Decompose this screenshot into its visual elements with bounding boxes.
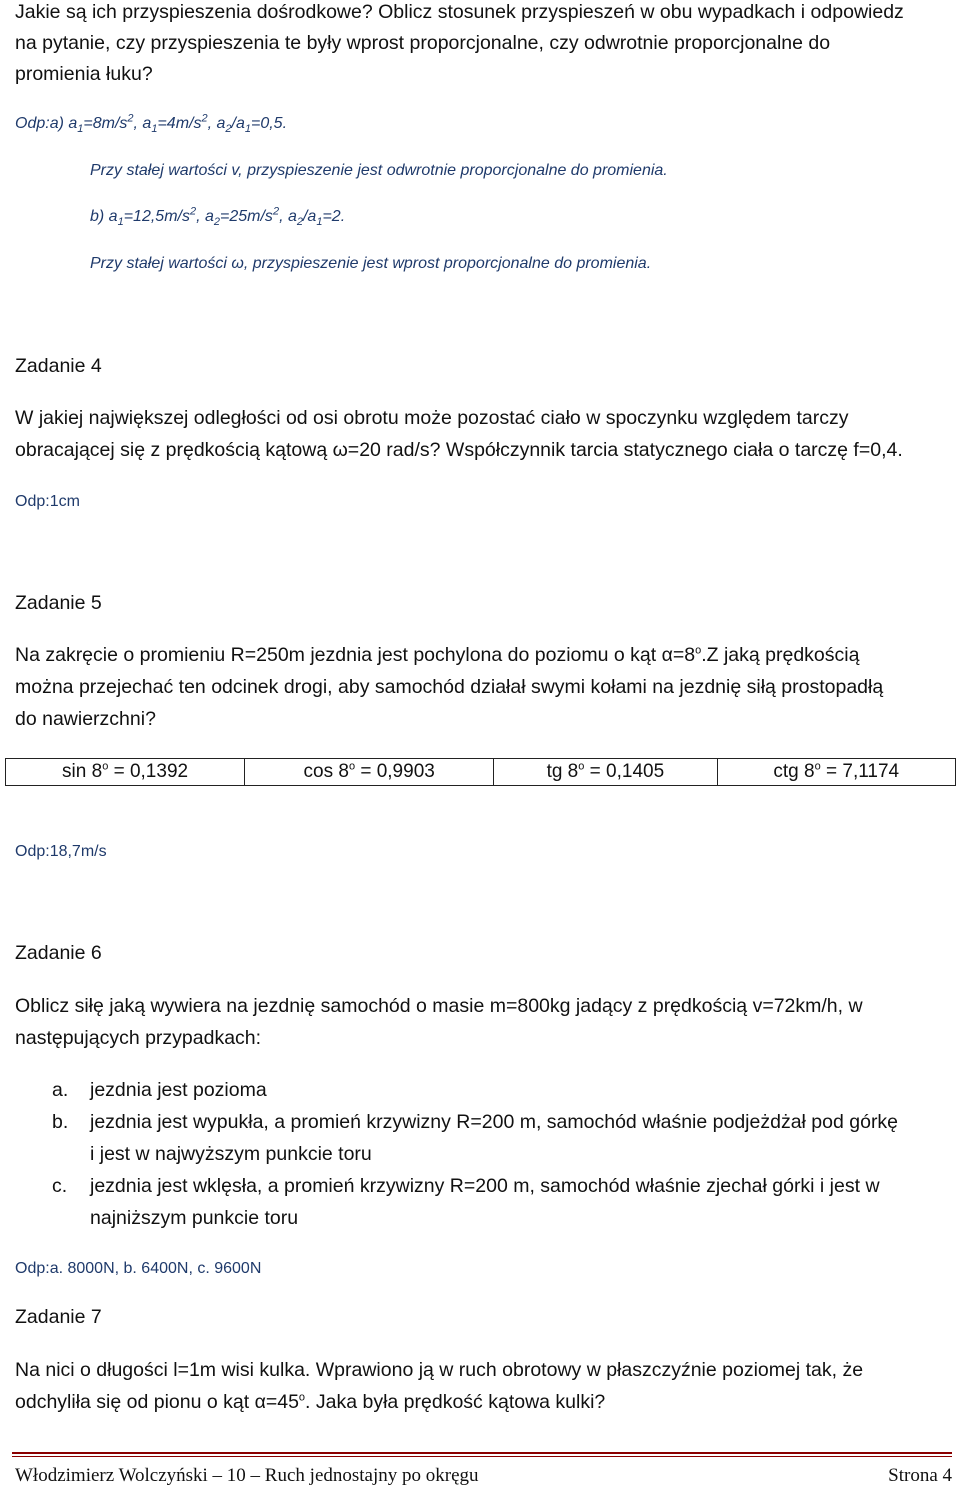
- task5-line-2: można przejechać ten odcinek drogi, aby samochód działał swymi kołami na jezdnię siłą prostopadłą: [15, 676, 884, 698]
- task6-item-a-marker: a.: [52, 1079, 69, 1101]
- task4-answer: Odp:1cm: [15, 493, 80, 510]
- task4-line-2: obracającej się z prędkością kątową ω=20 rad/s? Współczynnik tarcia statycznego ciała o tarczę f=0,4.: [15, 439, 903, 461]
- cos-cell: $\cos 8^o = 0,9903$: [245, 759, 494, 786]
- task5-line-3: do nawierzchni?: [15, 708, 156, 730]
- task6-answer: Odp:a. 8000N, b. 6400N, c. 9600N: [15, 1260, 262, 1277]
- answer-a-note: Przy stałej wartości v, przyspieszenie jest odwrotnie proporcjonalne do promienia.: [90, 162, 668, 179]
- task6-item-b-marker: b.: [52, 1111, 69, 1133]
- task6-line-1: Oblicz siłę jaką wywiera na jezdnię samochód o masie m=800kg jadący z prędkością v=72km/h, w: [15, 995, 863, 1017]
- task6-item-a: jezdnia jest pozioma: [90, 1079, 267, 1101]
- answer-a: Odp:a) $a_1=8m/s^2$, $a_1=4m/s^2$, $a_2/a_1=0,5$.: [15, 112, 288, 136]
- task6-heading: Zadanie 6: [15, 942, 102, 964]
- footer-rule: [12, 1452, 952, 1454]
- trig-values-table: [5, 758, 956, 786]
- intro-line-1: Jakie są ich przyspieszenia dośrodkowe? Oblicz stosunek przyspieszeń w obu wypadkach i odpowiedz: [15, 1, 904, 23]
- intro-line-2: na pytanie, czy przyspieszenia te były wprost proporcjonalne, czy odwrotnie proporcjonalne do: [15, 32, 831, 54]
- task4-line-1: W jakiej największej odległości od osi obrotu może pozostać ciało w spoczynku względem tarczy: [15, 407, 849, 429]
- footer-page-number: Strona 4: [888, 1465, 952, 1486]
- task4-heading: Zadanie 4: [15, 355, 102, 377]
- task5-answer: Odp:18,7m/s: [15, 843, 107, 860]
- footer-title: Włodzimierz Wolczyński – 10 – Ruch jednostajny po okręgu: [15, 1465, 479, 1486]
- task6-item-c-line-2: najniższym punkcie toru: [90, 1207, 299, 1229]
- intro-line-3: promienia łuku?: [15, 63, 153, 85]
- task6-item-c-marker: c.: [52, 1175, 68, 1197]
- task5-heading: Zadanie 5: [15, 592, 102, 614]
- sin-cell: $\sin 8^o = 0,1392$: [6, 759, 245, 786]
- task7-line-1: Na nici o długości l=1m wisi kulka. Wprawiono ją w ruch obrotowy w płaszczyźnie poziomej tak, że: [15, 1359, 864, 1381]
- footer-rule-thin: [12, 1456, 952, 1457]
- task7-line-2: odchyliła się od pionu o kąt $\alpha=45^o$. Jaka była prędkość kątowa kulki?: [15, 1391, 606, 1413]
- tg-cell: tg $8^o = 0,1405$: [494, 759, 717, 786]
- task6-item-c-line-1: jezdnia jest wklęsła, a promień krzywizny R=200 m, samochód właśnie zjechał górki i jest w: [90, 1175, 880, 1197]
- task5-line-1: Na zakręcie o promieniu R=250m jezdnia jest pochylona do poziomu o kąt $\alpha=8^o.Z$ jaką prędkością: [15, 644, 860, 666]
- answer-b: b) $a_1=12,5m/s^2$, $a_2=25m/s^2$, $a_2/a_1=2$.: [90, 205, 346, 229]
- answer-b-note: Przy stałej wartości ω, przyspieszenie jest wprost proporcjonalne do promienia.: [90, 255, 652, 272]
- task6-line-2: następujących przypadkach:: [15, 1027, 262, 1049]
- task6-item-b-line-2: i jest w najwyższym punkcie toru: [90, 1143, 372, 1165]
- task7-heading: Zadanie 7: [15, 1306, 102, 1328]
- ctg-cell: ctg $8^o = 7,1174$: [717, 759, 956, 786]
- task6-item-b-line-1: jezdnia jest wypukła, a promień krzywizny R=200 m, samochód właśnie podjeżdżał pod górkę: [90, 1111, 899, 1133]
